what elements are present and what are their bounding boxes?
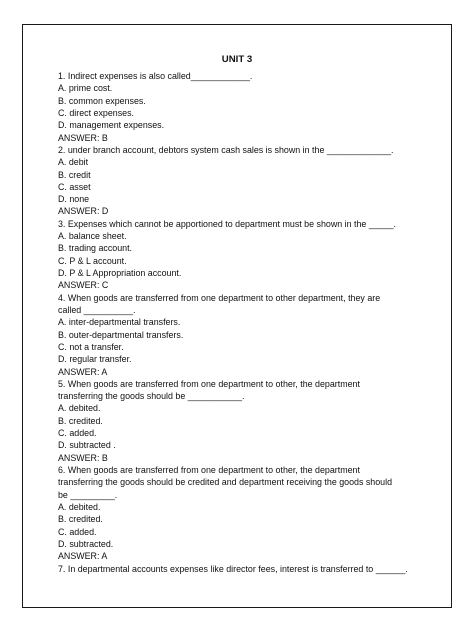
text-line: C. P & L account. xyxy=(58,255,127,266)
text-line: 5. When goods are transferred from one department to other, the department xyxy=(58,378,360,389)
text-line: C. direct expenses. xyxy=(58,107,134,118)
text-line: 6. When goods are transferred from one department to other, the department xyxy=(58,465,360,475)
text-line: 2. under branch account, debtors system cash sales is shown in the _____________. xyxy=(58,144,394,155)
text-line: A. prime cost. xyxy=(58,83,113,94)
text-line: ANSWER: A xyxy=(58,551,108,562)
text-line: B. credited. xyxy=(58,415,103,426)
text-line: 4. When goods are transferred from one department to other department, they are xyxy=(58,292,381,303)
text-line: ANSWER: D xyxy=(58,206,109,217)
text-line: 7. In departmental accounts expenses like director fees, interest is transferred to ______. xyxy=(58,563,408,574)
text-line: B. common expenses. xyxy=(58,95,146,106)
text-line: called __________. xyxy=(58,304,136,315)
text-line: transferring the goods should be credited and department receiving the goods should xyxy=(58,477,393,488)
text-line: C. added. xyxy=(58,428,97,439)
text-line: ANSWER: A xyxy=(58,366,108,377)
text-line: A. debit xyxy=(58,157,89,168)
text-line: C. not a transfer. xyxy=(58,341,124,352)
text-line: D. P & L Appropriation account. xyxy=(58,268,182,278)
text-line: A. debited. xyxy=(58,403,101,414)
text-line: D. regular transfer. xyxy=(58,354,132,365)
document-page xyxy=(22,24,452,608)
text-line: B. trading account. xyxy=(58,243,133,254)
text-line: ANSWER: C xyxy=(58,280,109,291)
text-line: B. credit xyxy=(58,169,91,180)
text-line: 1. Indirect expenses is also called____________. xyxy=(58,71,253,81)
text-line: ANSWER: B xyxy=(58,452,108,463)
text-line: A. debited. xyxy=(58,501,101,512)
text-line: B. credited. xyxy=(58,514,103,525)
page-title: UNIT 3 xyxy=(221,54,253,65)
text-line: 3. Expenses which cannot be apportioned to department must be shown in the _____. xyxy=(58,218,396,229)
text-line: D. subtracted . xyxy=(58,440,116,451)
text-line: be _________. xyxy=(58,489,118,500)
text-line: B. outer-departmental transfers. xyxy=(58,329,184,340)
text-line: transferring the goods should be ___________. xyxy=(58,391,245,402)
text-line: A. balance sheet. xyxy=(58,231,127,242)
text-line: D. management expenses. xyxy=(58,120,165,131)
text-line: C. added. xyxy=(58,526,97,537)
question-list xyxy=(58,70,428,575)
text-line: D. none xyxy=(58,194,90,205)
text-line: ANSWER: B xyxy=(58,132,108,143)
text-line: D. subtracted. xyxy=(58,538,114,549)
text-line: C. asset xyxy=(58,181,91,192)
text-line: A. inter-departmental transfers. xyxy=(58,317,181,328)
